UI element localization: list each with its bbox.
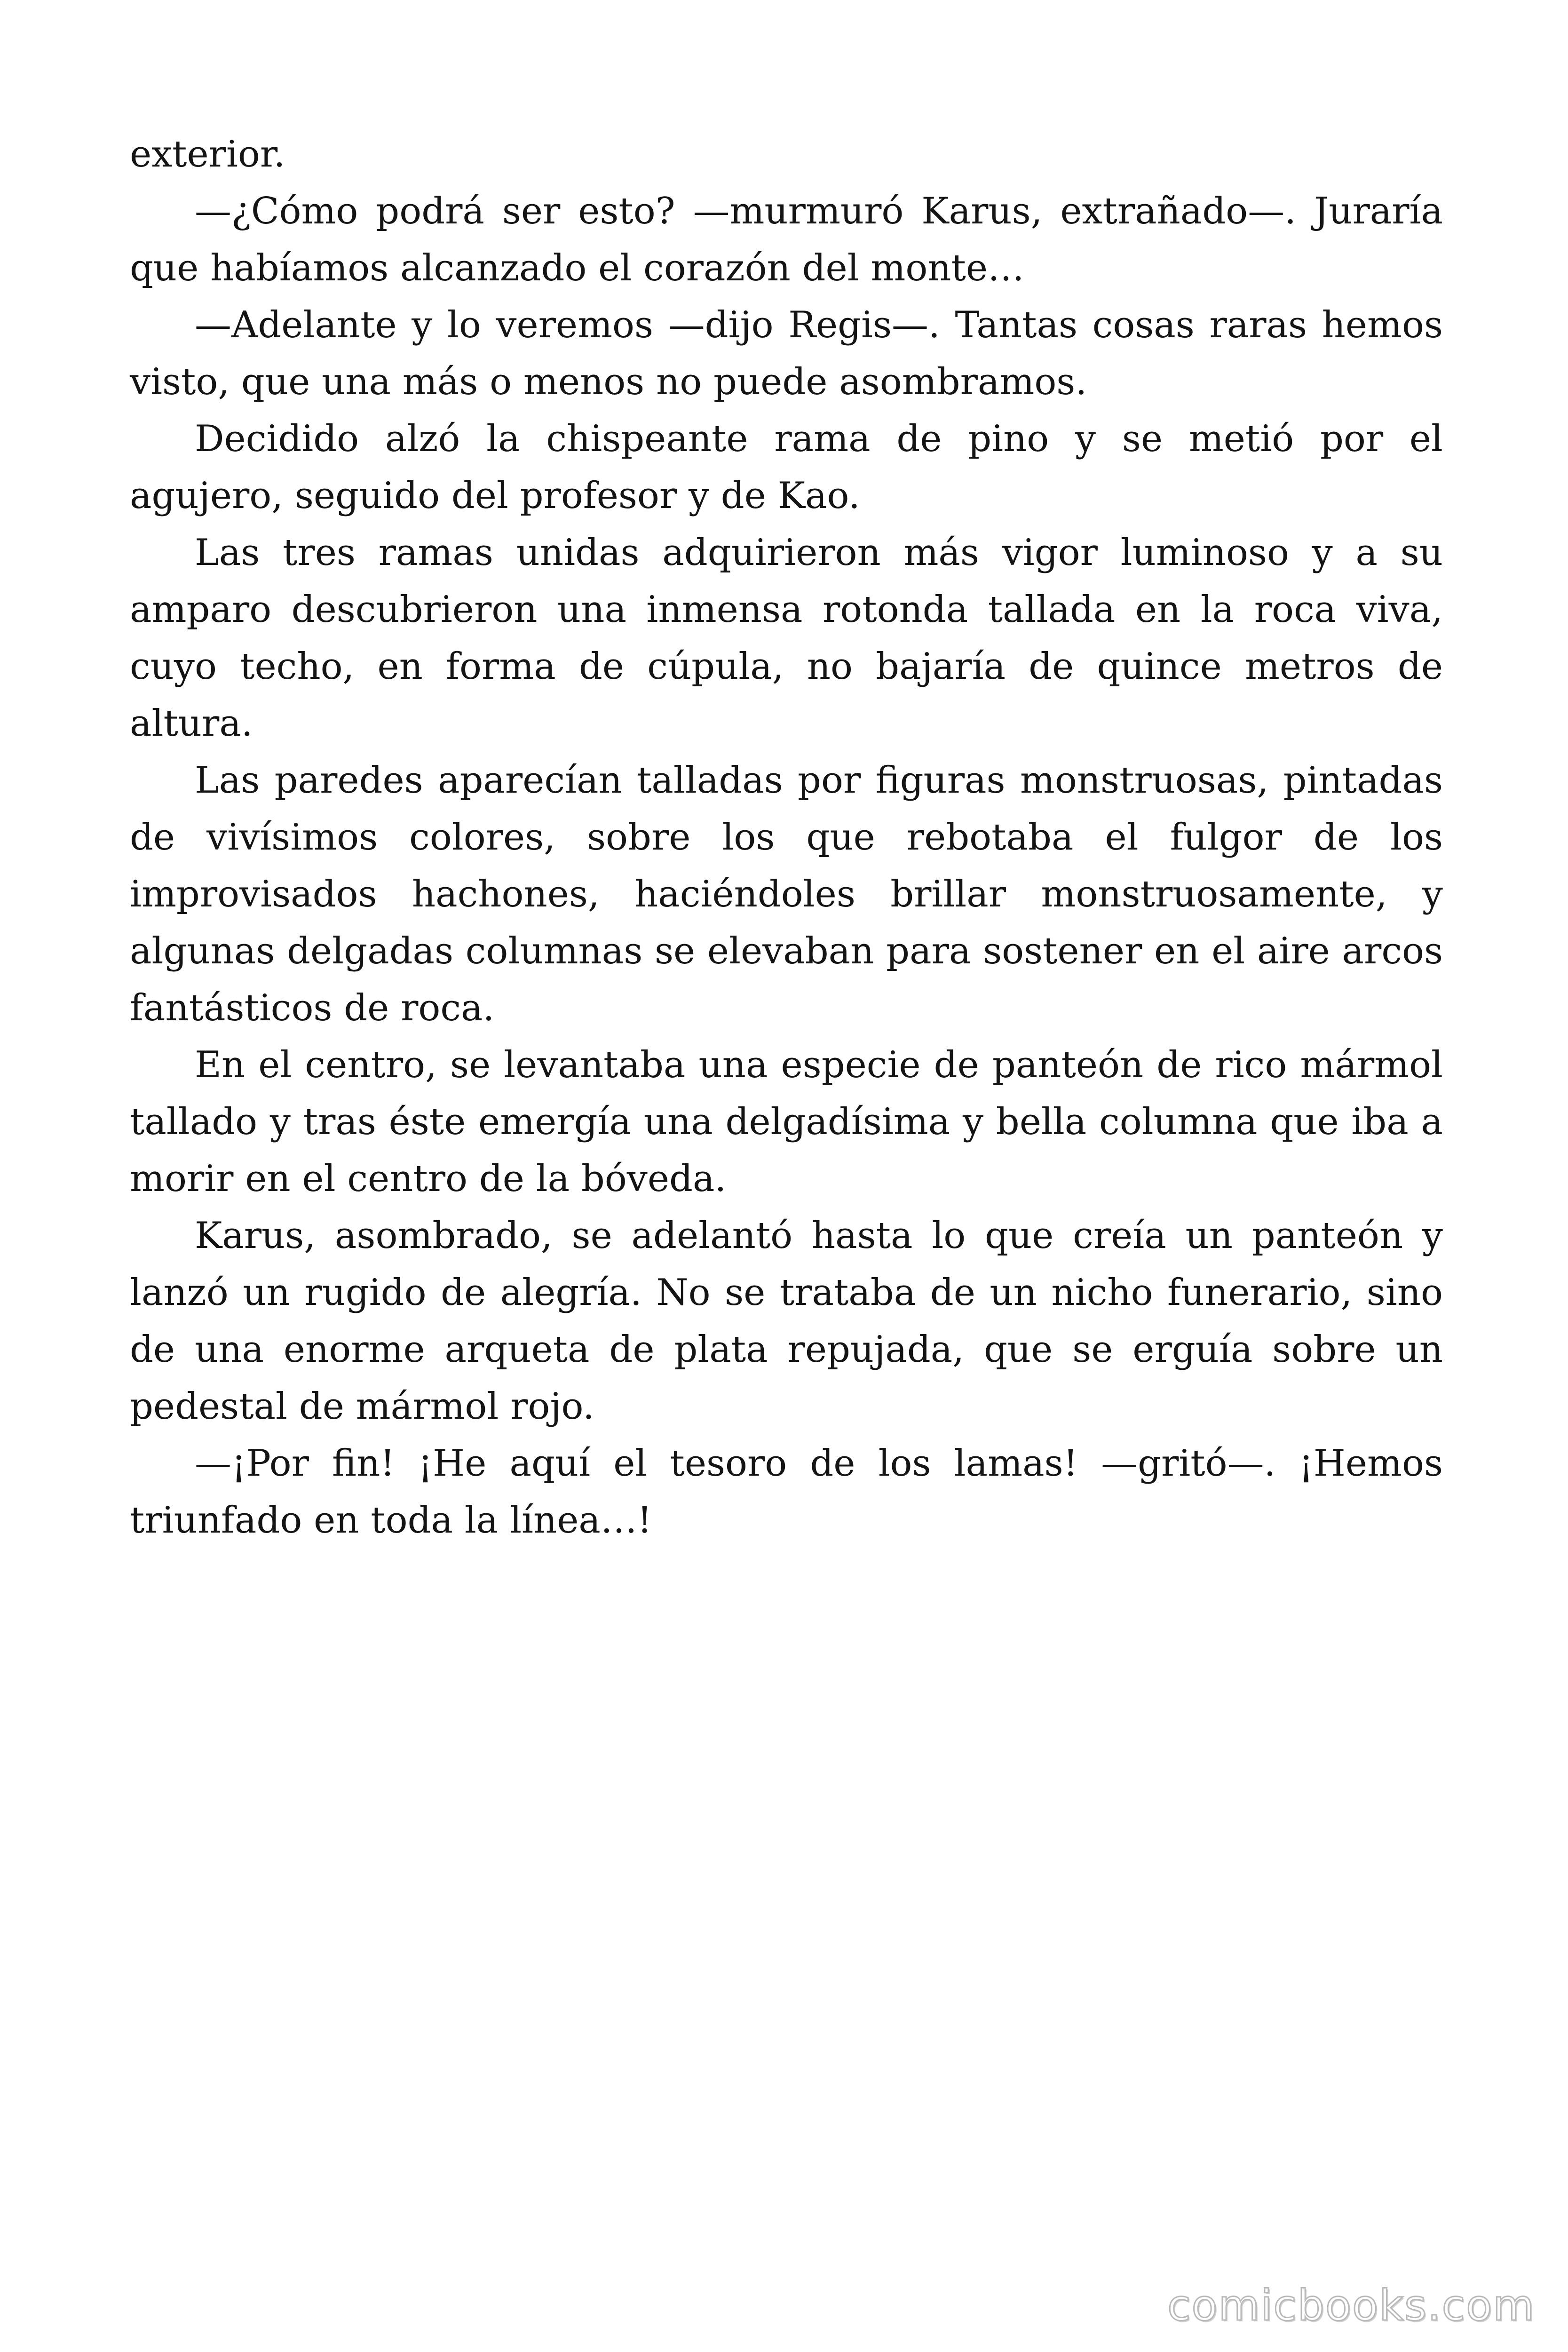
paragraph-dialogue-karus: —¿Cómo podrá ser esto? —murmuró Karus, extrañado—. Juraría que habíamos alcanzado el corazón del monte… xyxy=(130,190,1443,289)
paragraph-dialogue-regis: —Adelante y lo veremos —dijo Regis—. Tantas cosas raras hemos visto, que una más o menos no puede asombramos. xyxy=(130,304,1443,403)
site-watermark: comicbooks.com xyxy=(1167,2281,1535,2330)
paragraph-narration-agujero: Decidido alzó la chispeante rama de pino y se metió por el agujero, seguido del profesor y de Kao. xyxy=(130,418,1443,517)
page-body-text xyxy=(130,126,1443,1549)
paragraph-narration-rotonda: Las tres ramas unidas adquirieron más vigor luminoso y a su amparo descubrieron una inmensa rotonda tallada en la roca viva, cuyo techo, en forma de cúpula, no bajaría de quince metros de altura. xyxy=(130,532,1443,745)
paragraph-dialogue-tesoro: —¡Por fin! ¡He aquí el tesoro de los lamas! —gritó—. ¡Hemos triunfado en toda la línea…! xyxy=(130,1442,1443,1542)
paragraph-narration-arqueta: Karus, asombrado, se adelantó hasta lo que creía un panteón y lanzó un rugido de alegría. No se trataba de un nicho funerario, sino de una enorme arqueta de plata repujada, que se erguía sobre un pedestal de mármol rojo. xyxy=(130,1215,1443,1428)
paragraph-continuation: exterior. xyxy=(130,133,285,175)
paragraph-narration-paredes: Las paredes aparecían talladas por figuras monstruosas, pintadas de vivísimos colores, sobre los que rebotaba el fulgor de los improvisados hachones, haciéndoles brillar monstruosamente, y algunas delgadas columnas se elevaban para sostener en el aire arcos fantásticos de roca. xyxy=(130,759,1443,1029)
paragraph-narration-panteon: En el centro, se levantaba una especie de panteón de rico mármol tallado y tras éste emergía una delgadísima y bella columna que iba a morir en el centro de la bóveda. xyxy=(130,1044,1443,1200)
